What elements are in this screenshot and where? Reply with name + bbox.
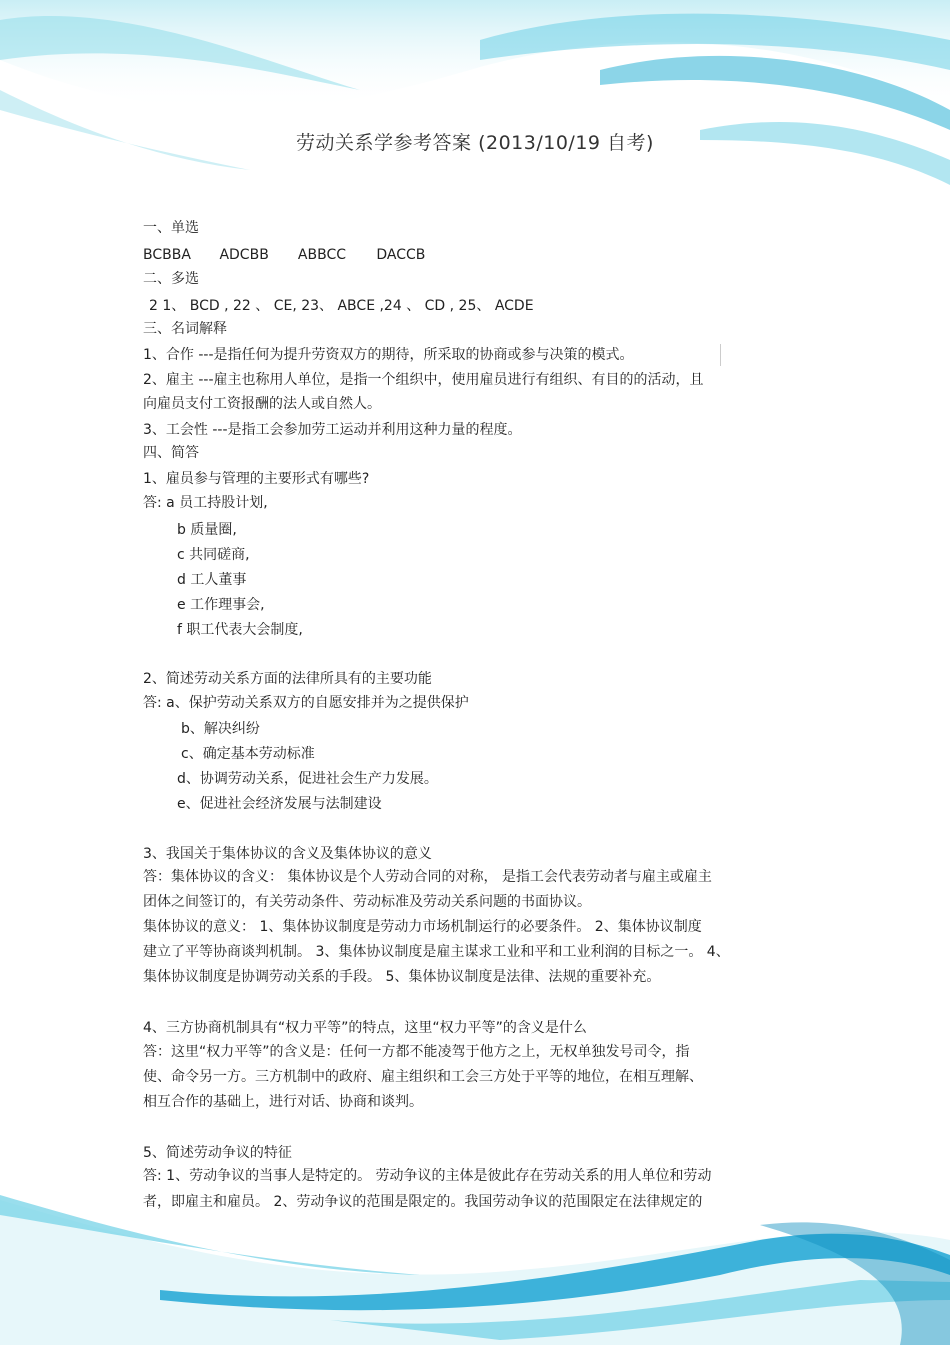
answer-lead: 答: a 员工持股计划, [143, 495, 268, 511]
vertical-rule [720, 344, 721, 366]
section-heading-multi-choice: 二、多选 [143, 271, 199, 287]
answer-lead: 答: a、保护劳动关系双方的自愿安排并为之提供保护 [143, 695, 469, 711]
answer-line: 答：这里“权力平等”的含义是：任何一方都不能凌驾于他方之上，无权单独发号司令，指 [143, 1044, 690, 1060]
section-heading-terms: 三、名词解释 [143, 321, 227, 337]
answer-line: 答: 1、劳动争议的当事人是特定的。 劳动争议的主体是彼此存在劳动关系的用人单位和劳动 [143, 1168, 712, 1184]
answer-group: ADCBB [219, 247, 269, 263]
answer-item: c、确定基本劳动标准 [181, 746, 315, 762]
answer-line: 答：集体协议的含义： 集体协议是个人劳动合同的对称， 是指工会代表劳动者与雇主或雇主 [143, 869, 712, 885]
answer-line: 集体协议的意义： 1、集体协议制度是劳动力市场机制运行的必要条件。 2、集体协议制度 [143, 919, 702, 935]
term-line: 2、雇主 ---雇主也称用人单位，是指一个组织中，使用雇员进行有组织、有目的的活动，且 [143, 372, 704, 388]
term-line: 向雇员支付工资报酬的法人或自然人。 [143, 396, 381, 412]
answer-item: c 共同磋商, [177, 547, 250, 563]
answer-group: BCBBA [143, 247, 191, 263]
answer-item: f 职工代表大会制度, [177, 622, 303, 638]
answer-item: e、促进社会经济发展与法制建设 [177, 796, 382, 812]
answer-line: 者，即雇主和雇员。 2、劳动争议的范围是限定的。我国劳动争议的范围限定在法律规定的 [143, 1194, 703, 1210]
answer-item: d 工人董事 [177, 572, 247, 588]
answer-item: b 质量圈, [177, 522, 237, 538]
answer-item: b、解决纠纷 [181, 721, 260, 737]
multi-choice-answers: 2 1、 BCD , 22 、 CE, 23、 ABCE ,24 、 CD , 25、 ACDE [149, 298, 534, 314]
question-3: 3、我国关于集体协议的含义及集体协议的意义 [143, 846, 432, 862]
answer-group: DACCB [376, 247, 426, 263]
question-4: 4、三方协商机制具有“权力平等”的特点，这里“权力平等”的含义是什么 [143, 1020, 587, 1036]
answer-line: 集体协议制度是协调劳动关系的手段。 5、集体协议制度是法律、法规的重要补充。 [143, 969, 661, 985]
question-2: 2、简述劳动关系方面的法律所具有的主要功能 [143, 671, 432, 687]
answer-item: e 工作理事会, [177, 597, 265, 613]
page-title: 劳动关系学参考答案 (2013/10/19 自考) [296, 132, 654, 154]
answer-group: ABBCC [297, 247, 346, 263]
single-choice-answers [143, 246, 425, 264]
section-heading-short-answer: 四、简答 [143, 445, 199, 461]
term-line: 3、工会性 ---是指工会参加劳工运动并利用这种力量的程度。 [143, 422, 522, 438]
question-1: 1、雇员参与管理的主要形式有哪些? [143, 471, 370, 487]
section-heading-single-choice: 一、单选 [143, 220, 199, 236]
answer-line: 使、命令另一方。三方机制中的政府、雇主组织和工会三方处于平等的地位，在相互理解、 [143, 1069, 703, 1085]
answer-line: 建立了平等协商谈判机制。 3、集体协议制度是雇主谋求工业和平和工业利润的目标之一。 4、 [143, 944, 730, 960]
question-5: 5、简述劳动争议的特征 [143, 1145, 292, 1161]
answer-line: 相互合作的基础上，进行对话、协商和谈判。 [143, 1094, 423, 1110]
answer-item: d、协调劳动关系，促进社会生产力发展。 [177, 771, 438, 787]
term-line: 1、合作 ---是指任何为提升劳资双方的期待，所采取的协商或参与决策的模式。 [143, 347, 634, 363]
answer-line: 团体之间签订的，有关劳动条件、劳动标准及劳动关系问题的书面协议。 [143, 894, 591, 910]
